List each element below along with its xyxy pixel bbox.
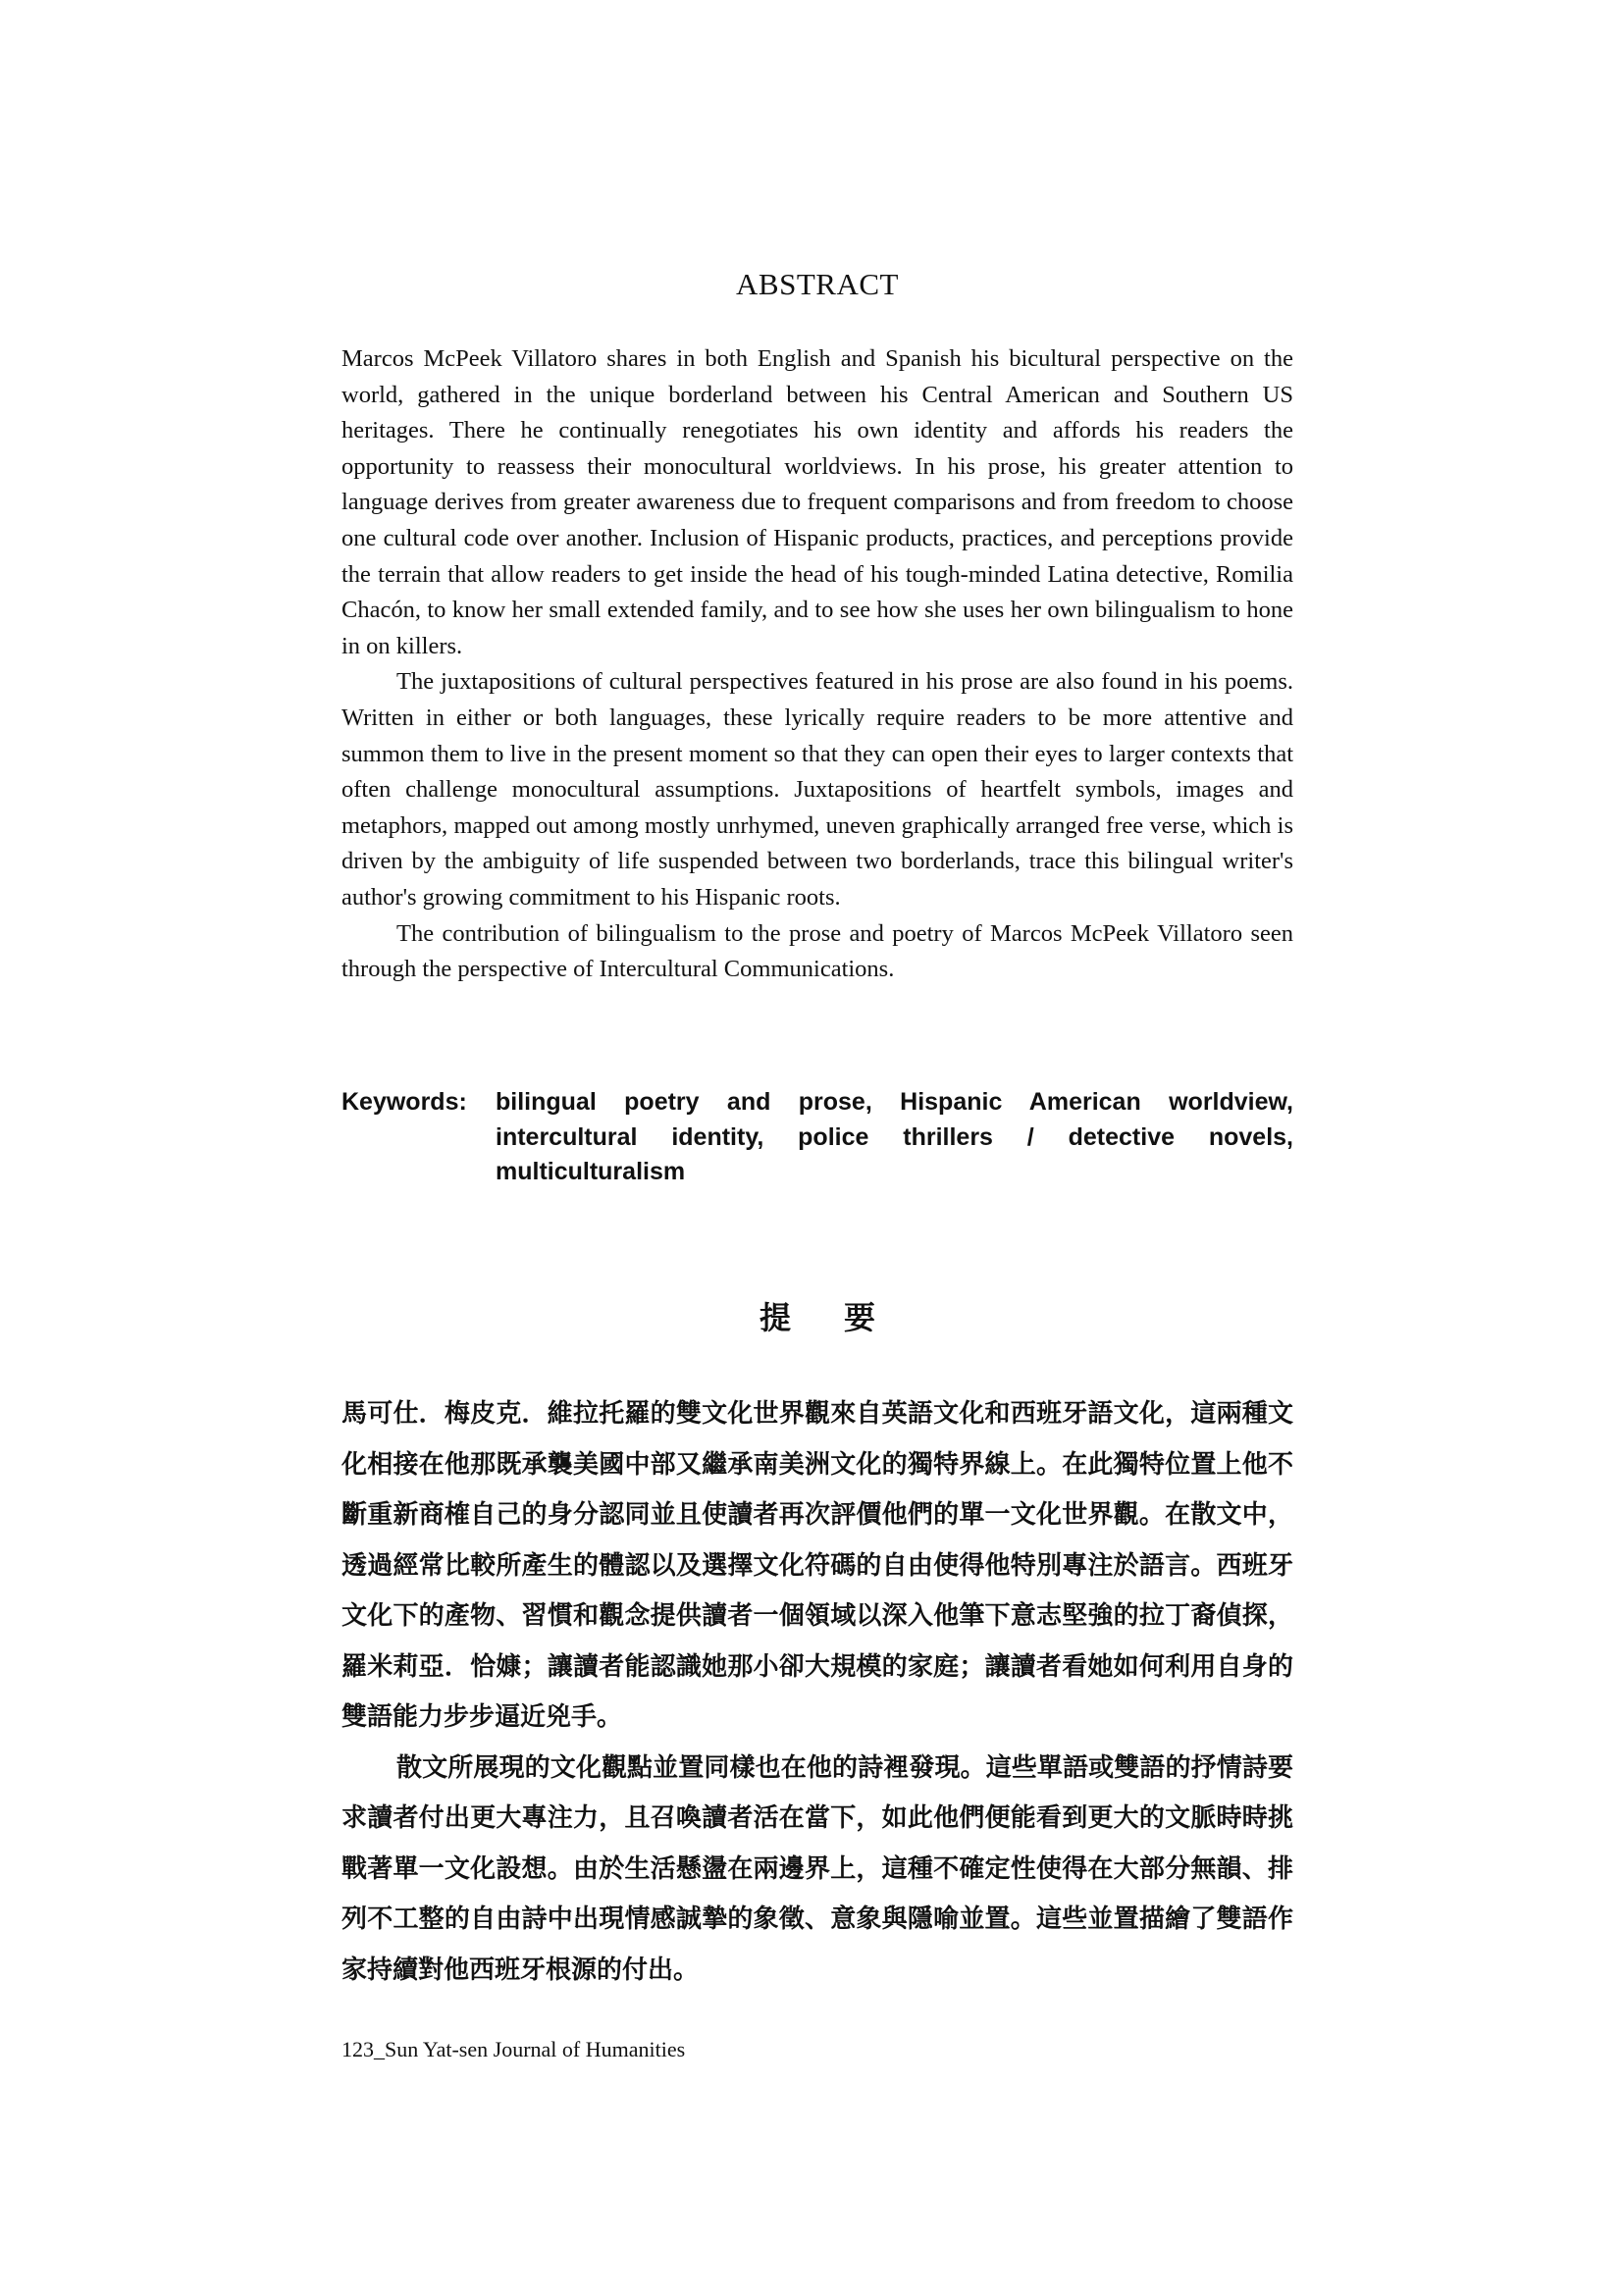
chinese-abstract-title: 提要	[759, 1299, 928, 1336]
abstract-paragraph: The contribution of bilingualism to the prose and poetry of Marcos McPeek Villatoro seen through the perspective of Intercultural Communications.	[341, 919, 1293, 983]
keywords-block	[341, 1085, 1293, 1190]
keywords-text: bilingual poetry and prose, Hispanic American worldview, intercultural identity, police thrillers / detective novels, multiculturalism	[496, 1088, 1293, 1185]
abstract-body	[341, 341, 1293, 988]
abstract-title: ABSTRACT	[736, 267, 899, 301]
chinese-abstract-body	[341, 1389, 1293, 1996]
chinese-abstract-paragraph: 馬可仕．梅皮克．維拉托羅的雙文化世界觀來自英語文化和西班牙語文化，這兩種文化相接在他那既承襲美國中部又繼承南美洲文化的獨特界線上。在此獨特位置上他不斷重新商榷自己的身分認同並且使讀者再次評價他們的單一文化世界觀。在散文中，透過經常比較所產生的體認以及選擇文化符碼的自由使得他特別專注於語言。西班牙文化下的產物、習慣和觀念提供讀者一個領域以深入他筆下意志堅強的拉丁裔偵探，羅米莉亞．恰嫝；讓讀者能認識她那小卻大規模的家庭；讓讀者看她如何利用自身的雙語能力步步逼近兇手。	[341, 1399, 1293, 1732]
page-footer: 123_Sun Yat-sen Journal of Humanities	[341, 2037, 686, 2061]
abstract-paragraph: Marcos McPeek Villatoro shares in both English and Spanish his bicultural perspective on the world, gathered in the unique borderland between his Central American and Southern US heritages. There he continually renegotiates his own identity and affords his readers the opportunity to reassess their monocultural worldviews. In his prose, his greater attention to language derives from greater awareness due to frequent comparisons and from freedom to choose one cultural code over another. Inclusion of Hispanic products, practices, and perceptions provide the terrain that allow readers to get inside the head of his tough-minded Latina detective, Romilia Chacón, to know her small extended family, and to see how she uses her own bilingualism to hone in on killers.	[341, 345, 1293, 659]
keywords-label: Keywords:	[341, 1088, 467, 1116]
abstract-paragraph: The juxtapositions of cultural perspectives featured in his prose are also found in his poems. Written in either or both languages, these lyrically require readers to be more attentive and summon them to live in the present moment so that they can open their eyes to larger contexts that often challenge monocultural assumptions. Juxtapositions of heartfelt symbols, images and metaphors, mapped out among mostly unrhymed, uneven graphically arranged free verse, which is driven by the ambiguity of life suspended between two borderlands, trace this bilingual writer's author's growing commitment to his Hispanic roots.	[341, 668, 1293, 911]
chinese-abstract-paragraph: 散文所展現的文化觀點並置同樣也在他的詩裡發現。這些單語或雙語的抒情詩要求讀者付出更大專注力，且召喚讀者活在當下，如此他們便能看到更大的文脈時時挑戰著單一文化設想。由於生活懸盪在兩邊界上，這種不確定性使得在大部分無韻、排列不工整的自由詩中出現情感誠摯的象徵、意象與隱喻並置。這些並置描繪了雙語作家持續對他西班牙根源的付出。	[341, 1752, 1293, 1985]
